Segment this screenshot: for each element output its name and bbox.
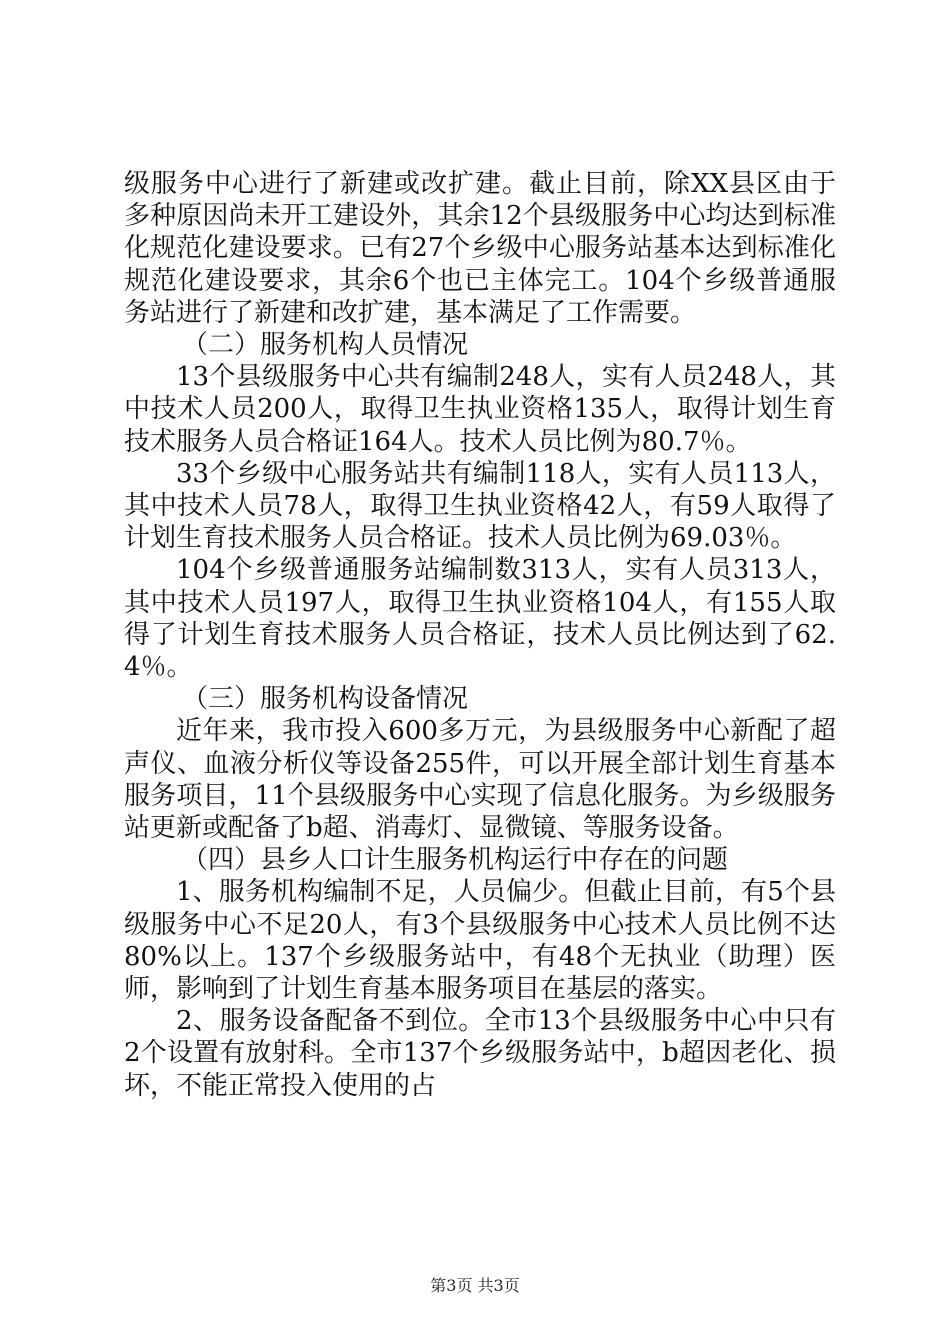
page-footer: 第3页 共3页 [430, 1276, 520, 1295]
section-heading-equipment: （三）服务机构设备情况 [182, 684, 469, 715]
paragraph-equipment: 近年来，我市投入600多万元，为县级服务中心新配了超声仪、血液分析仪等设备255件，可以开展全部计划生育基本服务项目，11个县级服务中心实现了信息化服务。为乡级服务站更新或配备了b超、消毒灯、显微镜、等服务设备。 [124, 716, 836, 844]
document-body [124, 168, 836, 1102]
paragraph-township-center-staffing: 33个乡级中心服务站共有编制118人，实有人员113人，其中技术人员78人，取得卫生执业资格42人，有59人取得了计划生育技术服务人员合格证。技术人员比例为69.03％。 [124, 458, 836, 554]
paragraph-intro-construction: 级服务中心进行了新建或改扩建。截止目前，除XX县区由于多种原因尚未开工建设外，其余12个县级服务中心均达到标准化规范化建设要求。已有27个乡级中心服务站基本达到标准化规范化建设要求，其余6个也已主体完工。104个乡级普通服务站进行了新建和改扩建，基本满足了工作需要。 [124, 169, 836, 328]
paragraph-county-staffing: 13个县级服务中心共有编制248人，实有人员248人，其中技术人员200人，取得卫生执业资格135人，取得计划生育技术服务人员合格证164人。技术人员比例为80.7％。 [124, 362, 836, 457]
paragraph-township-station-staffing: 104个乡级普通服务站编制数313人，实有人员313人，其中技术人员197人，取得卫生执业资格104人，有155人取得了计划生育技术服务人员合格证，技术人员比例达到了62.4％。 [124, 555, 836, 683]
section-heading-staffing: （二）服务机构人员情况 [182, 330, 469, 361]
section-heading-problems: （四）县乡人口计生服务机构运行中存在的问题 [182, 845, 729, 876]
paragraph-problem-equipment: 2、服务设备配备不到位。全市13个县级服务中心中只有2个设置有放射科。全市137个乡级服务站中，b超因老化、损坏，不能正常投入使用的占 [124, 1006, 836, 1101]
paragraph-problem-staffing: 1、服务机构编制不足，人员偏少。但截止目前，有5个县级服务中心不足20人，有3个县级服务中心技术人员比例不达80%以上。137个乡级服务站中，有48个无执业（助理）医师，影响到了计划生育基本服务项目在基层的落实。 [124, 877, 836, 1005]
